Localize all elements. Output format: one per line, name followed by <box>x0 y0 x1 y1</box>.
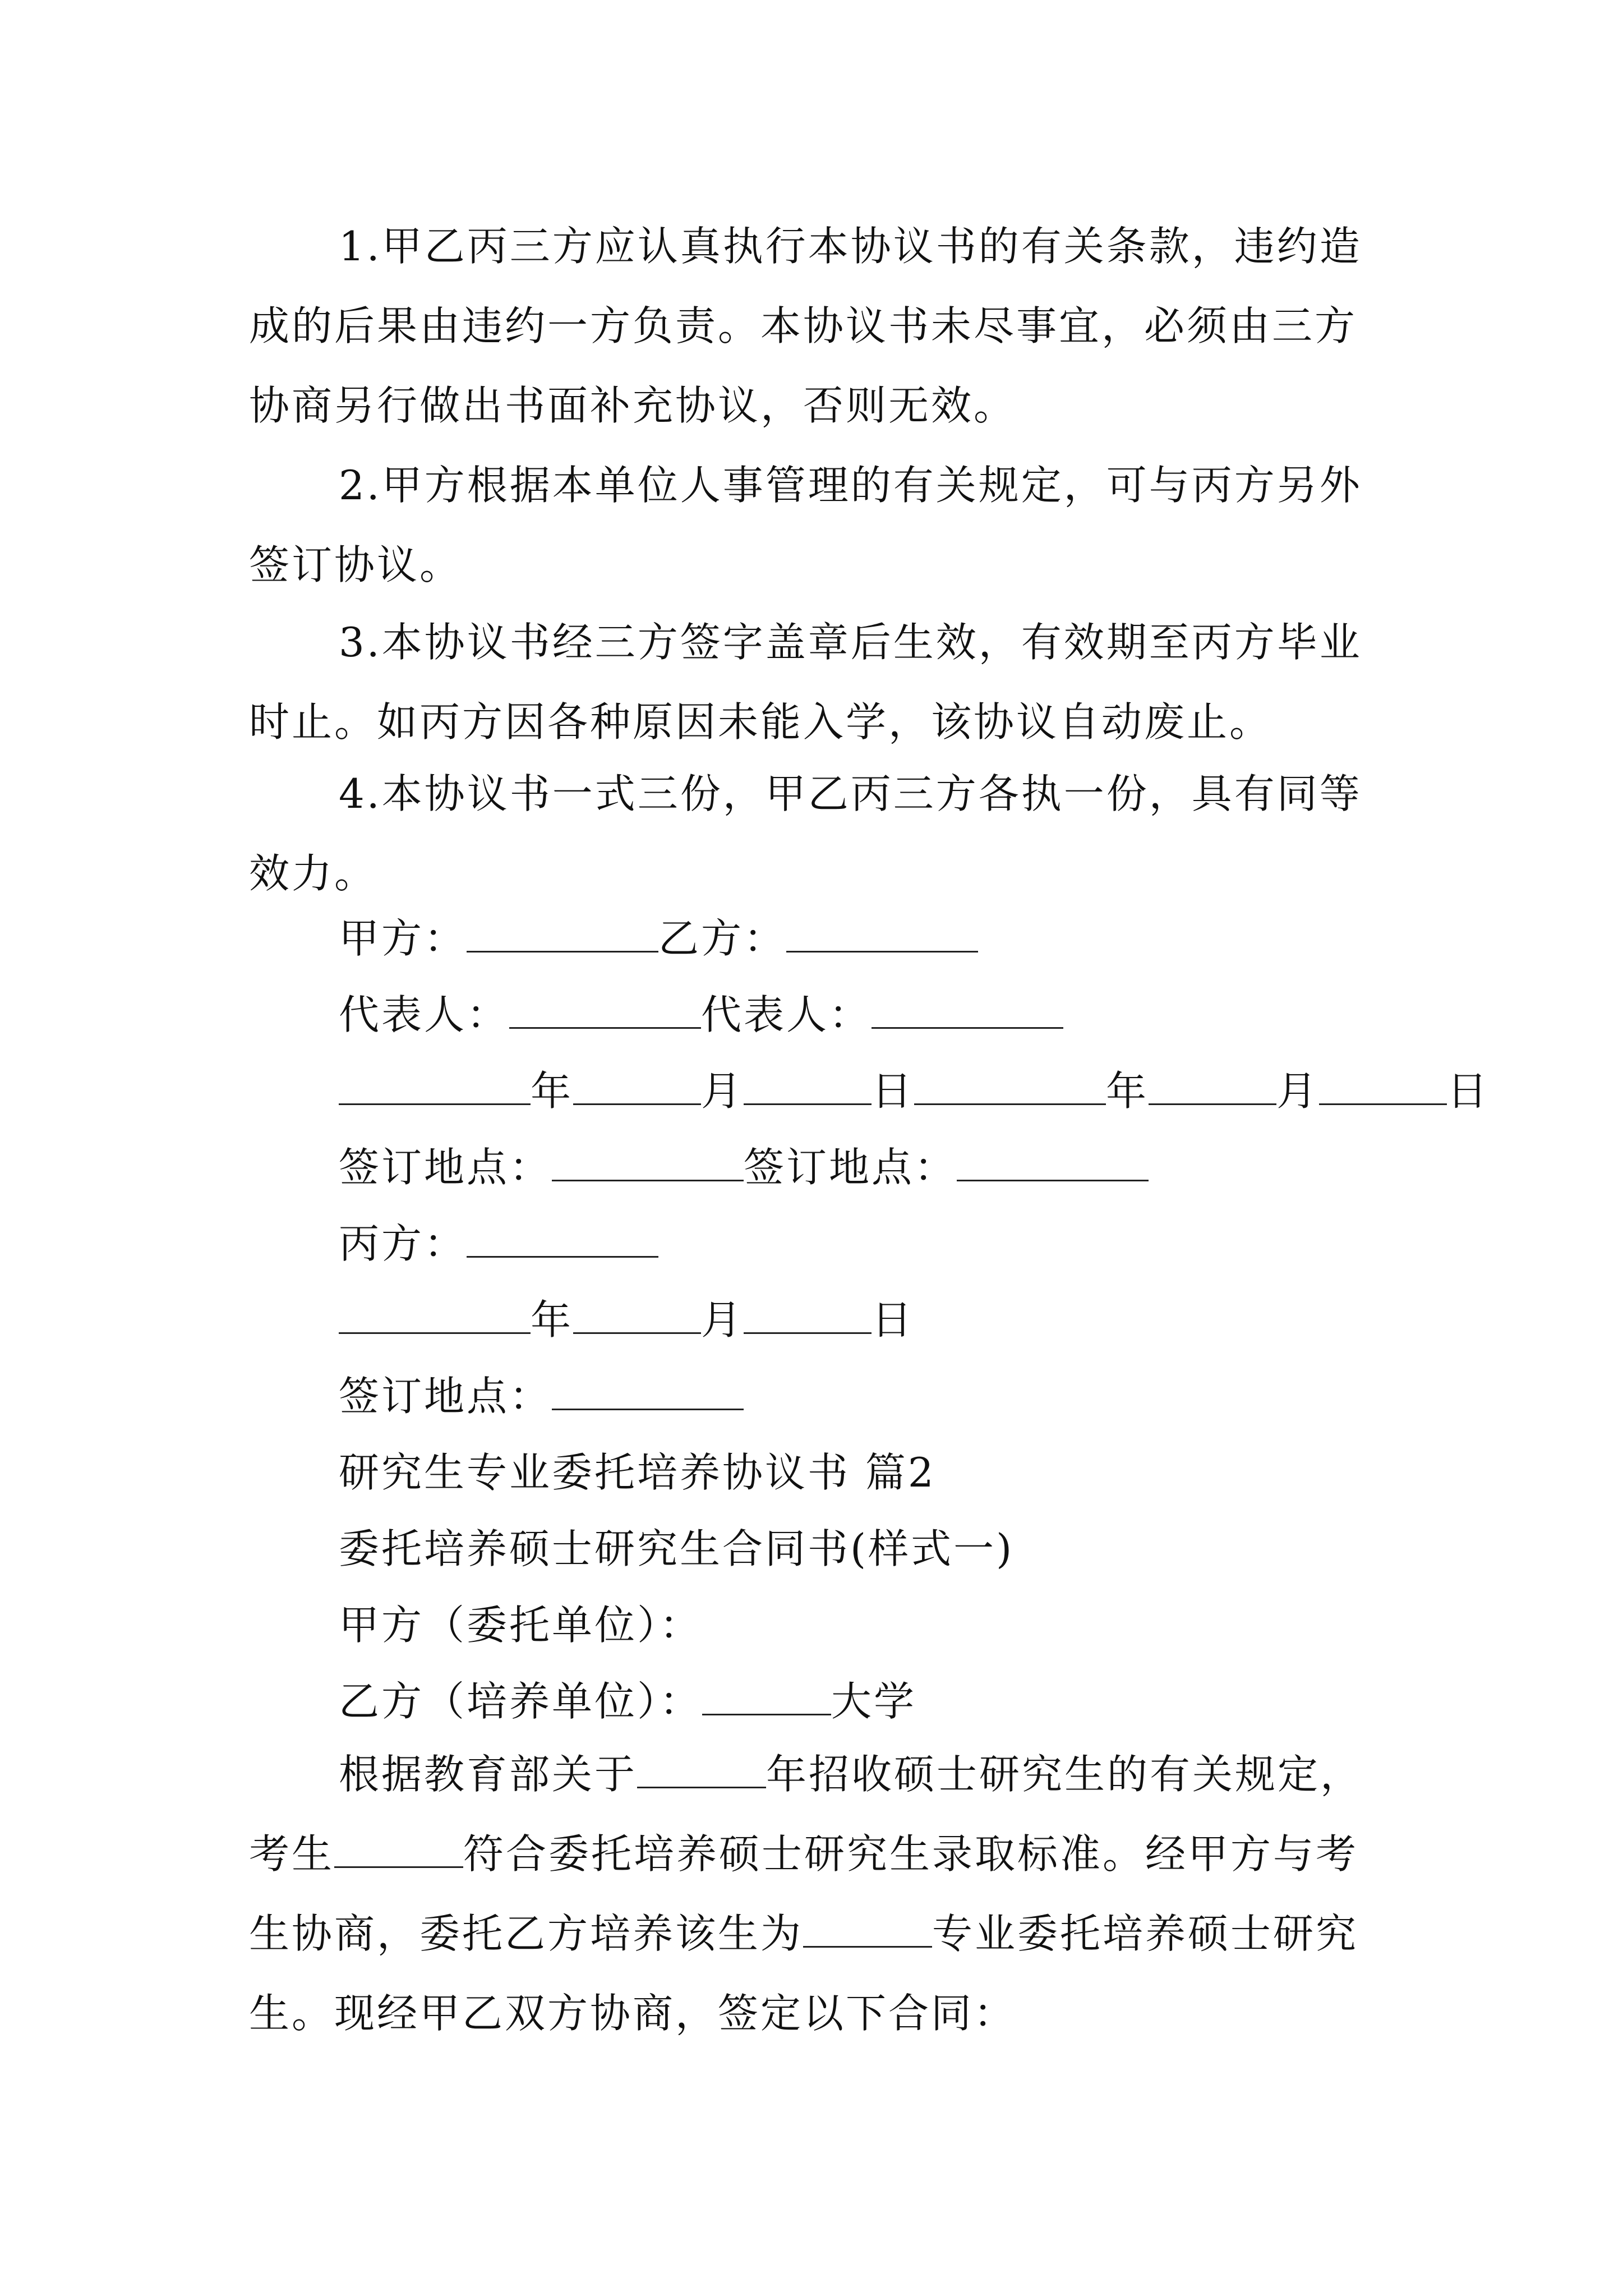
year-a-label: 年 <box>531 1068 574 1115</box>
contract-party-b <box>339 1671 916 1732</box>
sign-place-c-label: 签订地点： <box>339 1373 552 1420</box>
month-c-blank <box>573 1300 701 1334</box>
party-c-label: 丙方： <box>339 1220 467 1267</box>
representative-a-label: 代表人： <box>339 991 510 1038</box>
party-b-blank <box>786 918 978 953</box>
year-b-blank <box>914 1071 1106 1105</box>
party-a-label: 甲方： <box>339 915 467 962</box>
contract-party-b-suffix: 大学 <box>831 1678 917 1725</box>
day-c-label: 日 <box>872 1296 915 1343</box>
signature-line-party-c-place <box>339 1365 744 1427</box>
clause-3: 3.本协议书经三方签字盖章后生效，有效期至丙方毕业时止。如丙方因各种原因未能入学，该协议自动废止。 <box>249 619 1362 746</box>
sign-place-b-blank <box>957 1147 1149 1181</box>
month-b-blank <box>1149 1071 1276 1105</box>
day-b-blank <box>1319 1071 1447 1105</box>
year-c-label: 年 <box>531 1296 574 1343</box>
contract-intro-paragraph <box>249 1734 1393 2053</box>
signature-line-parties <box>339 908 978 969</box>
contract-party-a: 甲方（委托单位）： <box>339 1602 703 1649</box>
sign-place-b-label: 签订地点： <box>744 1144 957 1191</box>
sign-place-a-blank <box>552 1147 744 1181</box>
representative-b-label: 代表人： <box>701 991 872 1038</box>
section-heading: 研究生专业委托培养协议书 篇2 <box>339 1449 936 1496</box>
intro-part-5: 专业委托培养硕士研究生。现经甲乙双方协商，签定以下合同： <box>249 1910 1359 2037</box>
day-b-label: 日 <box>1447 1068 1490 1115</box>
intro-part-1: 根据教育部关于 <box>339 1751 638 1798</box>
representative-a-blank <box>509 995 701 1029</box>
party-a-blank <box>467 918 658 953</box>
university-blank <box>702 1681 831 1715</box>
month-c-label: 月 <box>701 1296 744 1343</box>
day-a-label: 日 <box>872 1068 915 1115</box>
clause-4: 4.本协议书一式三份，甲乙丙三方各执一份，具有同等效力。 <box>249 770 1362 897</box>
party-c-blank <box>467 1223 658 1258</box>
intro-part-2: 年招收硕士研究生的有关规定， <box>766 1751 1363 1798</box>
sign-place-c-blank <box>552 1376 744 1410</box>
intro-part-3: 考生 <box>249 1830 335 1878</box>
signature-line-party-c <box>339 1213 658 1274</box>
contract-title: 委托培养硕士研究生合同书(样式一) <box>339 1525 1015 1572</box>
month-b-label: 月 <box>1276 1068 1320 1115</box>
signature-line-representatives <box>339 984 1063 1046</box>
clause-1: 1.甲乙丙三方应认真执行本协议书的有关条款，违约造成的后果由违约一方负责。本协议书未尽事宜，必须由三方协商另行做出书面补充协议，否则无效。 <box>249 223 1362 429</box>
representative-b-blank <box>872 995 1063 1029</box>
signature-line-dates <box>339 1060 1490 1122</box>
intro-major-blank <box>803 1913 932 1948</box>
year-b-label: 年 <box>1106 1068 1149 1115</box>
year-a-blank <box>339 1071 531 1105</box>
contract-party-b-prefix: 乙方（培养单位）： <box>339 1678 703 1725</box>
signature-line-party-c-date <box>339 1289 914 1351</box>
year-c-blank <box>339 1300 531 1334</box>
month-a-label: 月 <box>701 1068 744 1115</box>
intro-part-4: 符合委托培养硕士研究生录取标准。经甲方与考生协商，委托乙方培养该生为 <box>249 1830 1359 1957</box>
intro-candidate-blank <box>334 1834 463 1868</box>
month-a-blank <box>573 1071 701 1105</box>
day-a-blank <box>744 1071 872 1105</box>
sign-place-a-label: 签订地点： <box>339 1144 552 1191</box>
clause-2: 2.甲方根据本单位人事管理的有关规定，可与丙方另外签订协议。 <box>249 462 1362 588</box>
signature-line-places <box>339 1137 1149 1198</box>
day-c-blank <box>744 1300 872 1334</box>
intro-year-blank <box>637 1754 766 1788</box>
party-b-label: 乙方： <box>658 915 787 962</box>
